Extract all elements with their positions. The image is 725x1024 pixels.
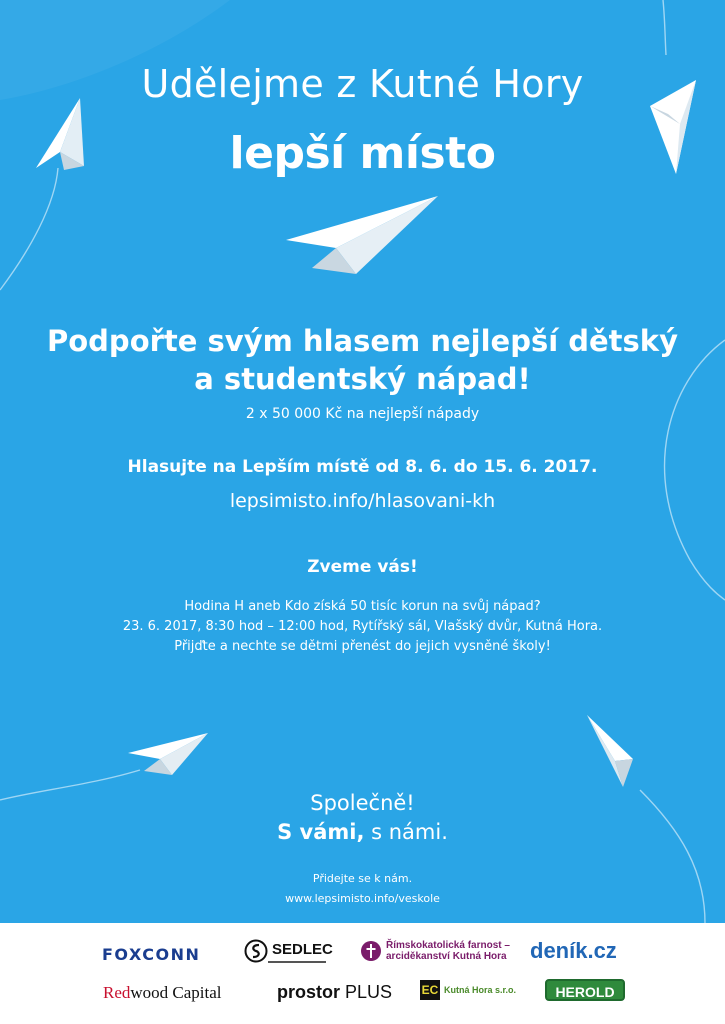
join-url: www.lepsimisto.info/veskole (285, 892, 440, 905)
together-line1: Společně! (310, 791, 415, 815)
together-slogan (0, 789, 725, 847)
redwood-rest-part: wood Capital (130, 983, 222, 1002)
farnost-logo (360, 940, 510, 962)
invite-line1: Hodina H aneb Kdo získá 50 tisíc korun na svůj nápad? (184, 599, 541, 614)
join-label: Přidejte se k nám. (312, 872, 413, 885)
prostor-plus-logo (277, 982, 392, 1003)
ec-company-name: Kutná Hora s.r.o. (444, 985, 517, 995)
sedlec-logo (244, 939, 333, 963)
paper-plane-icon (585, 713, 635, 789)
paper-plane-icon (126, 731, 210, 777)
headline: Udělejme z Kutné Hory (141, 62, 584, 106)
main-question (0, 322, 725, 398)
invite-line3: Přijďte a nechte se dětmi přenést do jejich vysněné školy! (174, 639, 551, 654)
join-block (0, 869, 725, 909)
cross-emblem-icon (360, 940, 382, 962)
together-line2 (0, 818, 725, 847)
farnost-line1: Římskokatolická farnost – (386, 940, 510, 951)
sponsor-bar (0, 923, 725, 1024)
farnost-line2: arciděkanství Kutná Hora (386, 951, 507, 962)
foxconn-logo: FOXCONN (102, 945, 201, 964)
prostor-rest-part: PLUS (340, 982, 393, 1002)
redwood-red-part: Red (103, 983, 131, 1002)
invite-line2: 23. 6. 2017, 8:30 hod – 12:00 hod, Rytířský sál, Vlašský dvůr, Kutná Hora. (122, 619, 603, 634)
ec-mark: EC (420, 980, 440, 1000)
ec-kutna-hora-logo (420, 980, 516, 1000)
denik-logo: deník.cz (530, 938, 617, 963)
main-question-line2: a studentský nápad! (194, 362, 531, 396)
redwood-capital-logo (103, 983, 222, 1003)
sedlec-emblem-icon (244, 939, 268, 963)
invite-details (0, 597, 725, 657)
invite-heading: Zveme vás! (307, 557, 418, 577)
vote-text: Hlasujte na Lepším místě od 8. 6. do 15. 6. 2017. (127, 457, 598, 477)
vote-url: lepsimisto.info/hlasovani-kh (229, 490, 496, 512)
together-rest: s námi. (364, 820, 448, 844)
main-question-line1: Podpořte svým hlasem nejlepší dětský (47, 324, 678, 358)
prize-text: 2 x 50 000 Kč na nejlepší nápady (245, 406, 480, 422)
herold-logo: HEROLD (545, 979, 625, 1001)
together-bold: S vámi, (277, 820, 365, 844)
paper-plane-icon (284, 194, 440, 276)
sedlec-underline (268, 961, 326, 963)
brand-title: lepší místo (229, 128, 496, 179)
sedlec-name: SEDLEC (272, 941, 333, 958)
prostor-bold-part: prostor (277, 982, 340, 1002)
